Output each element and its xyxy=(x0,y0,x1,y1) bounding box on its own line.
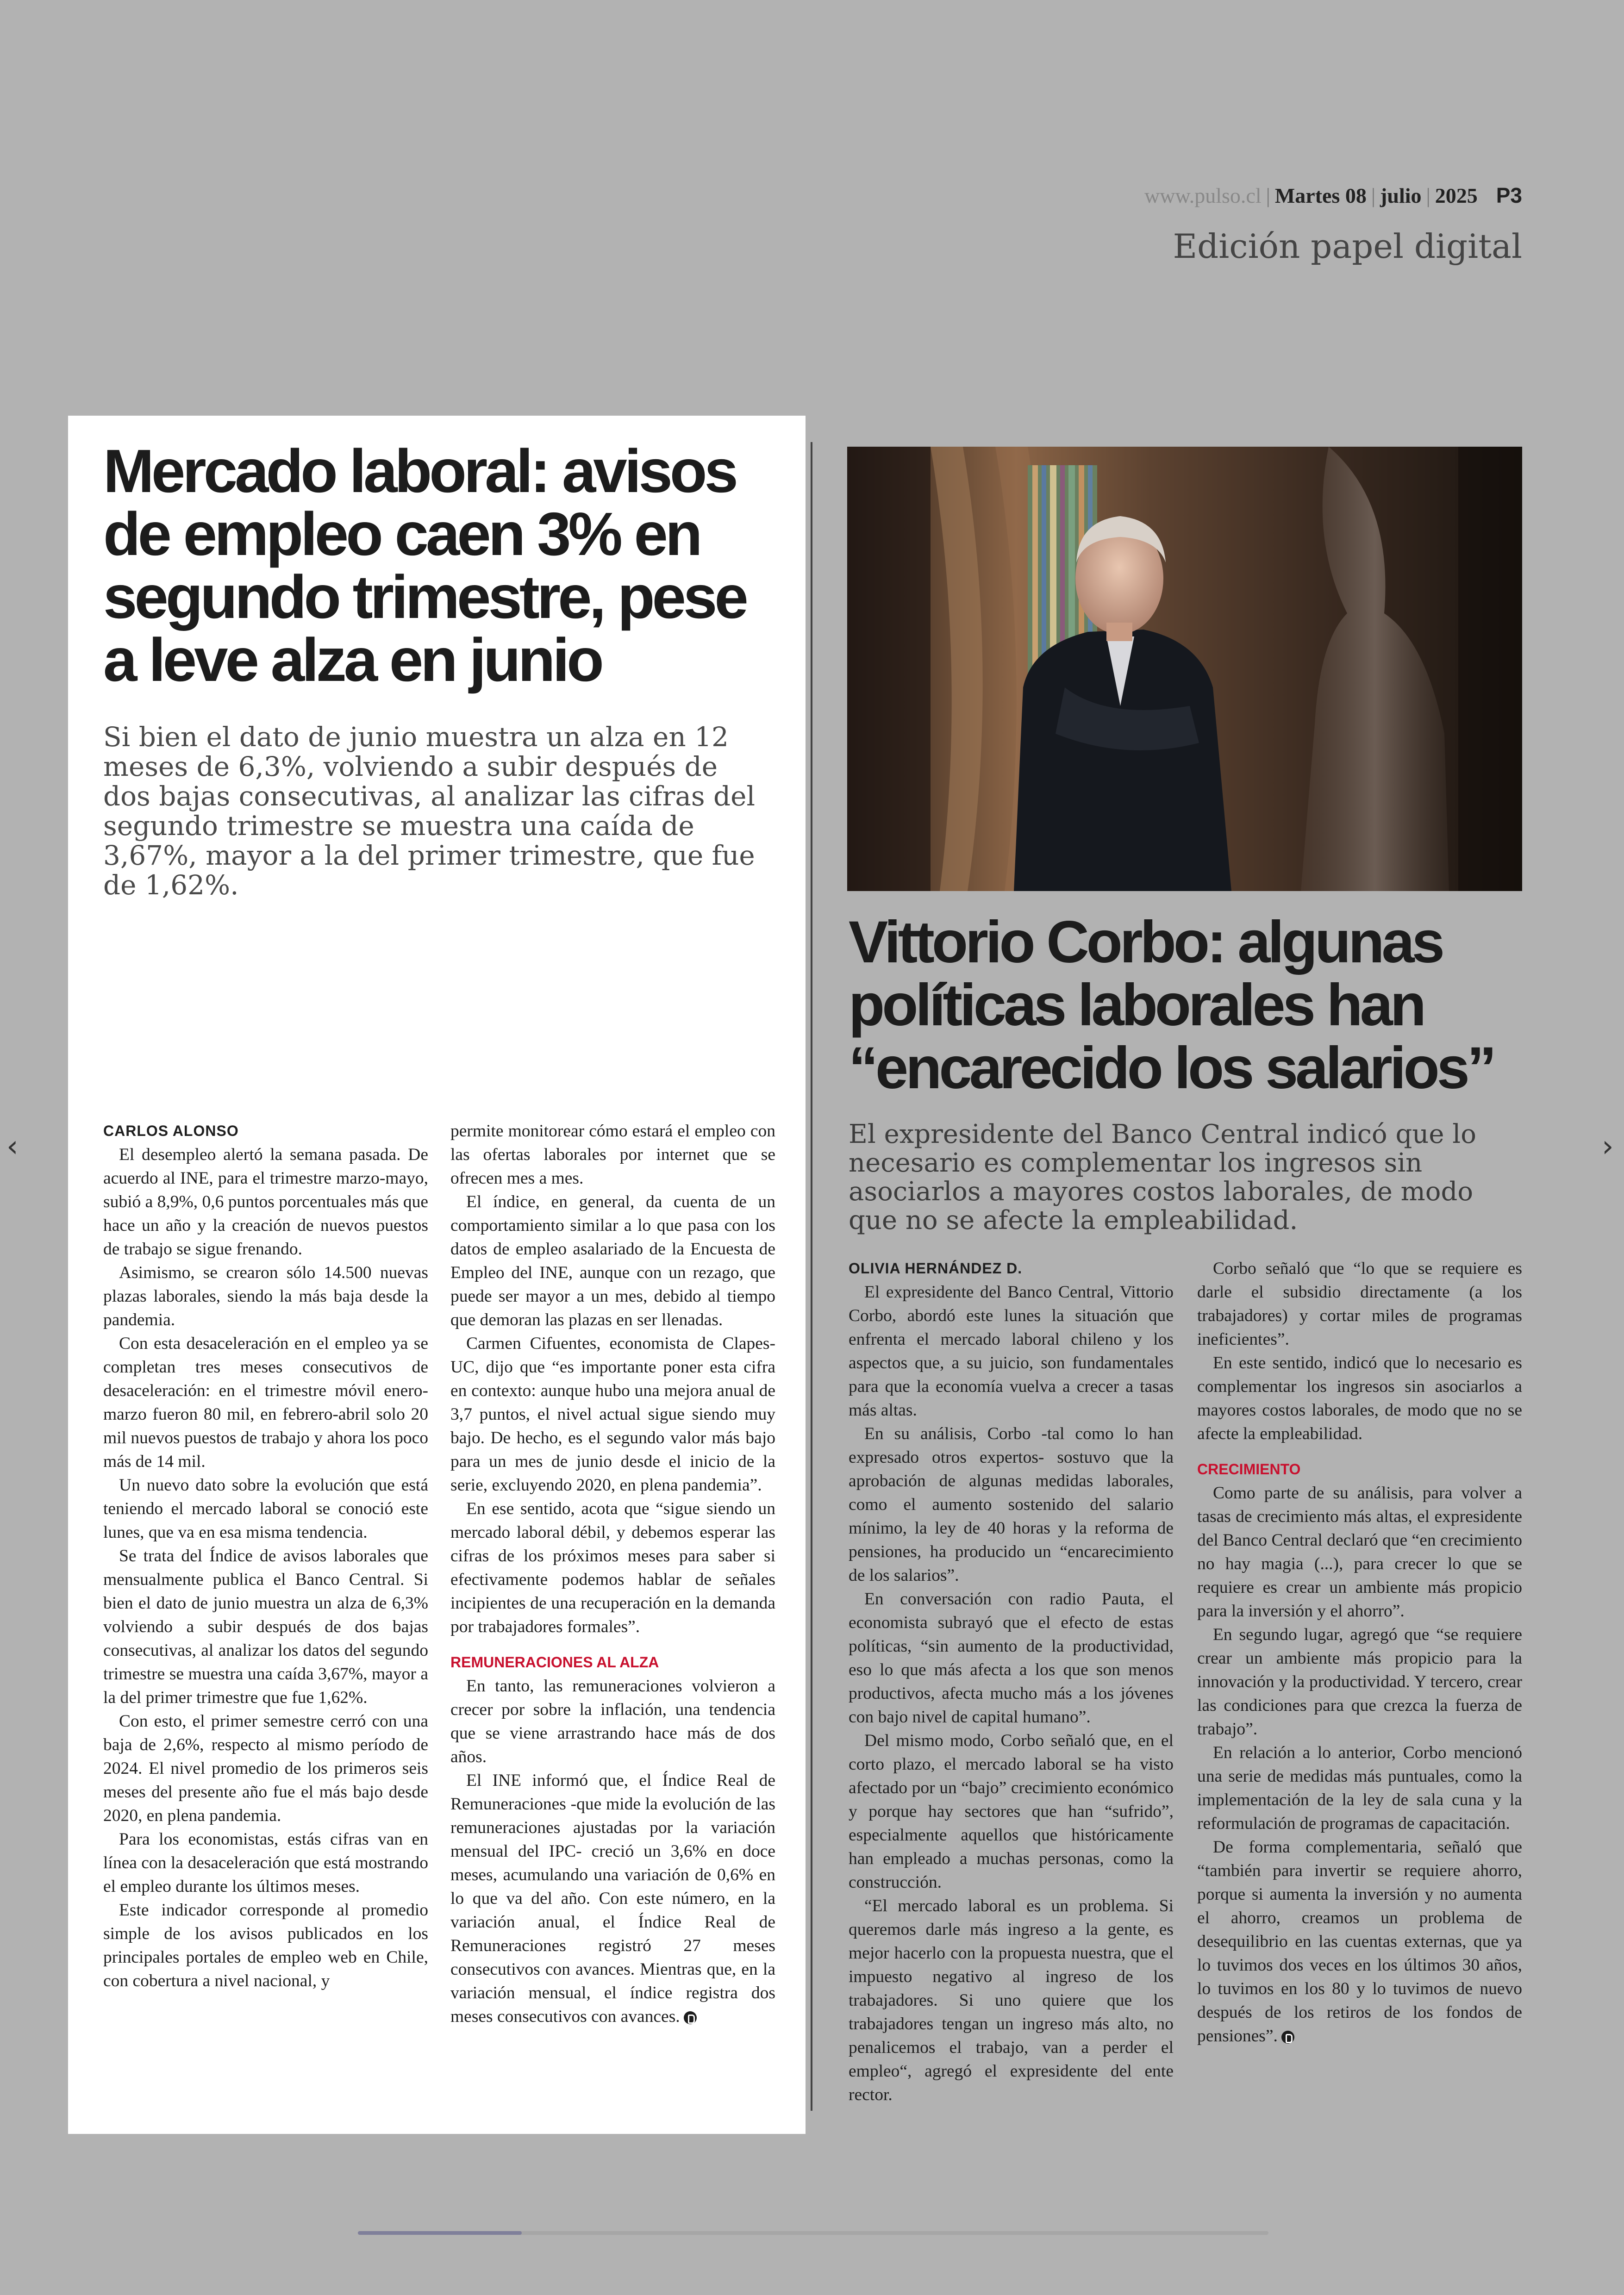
paragraph: En conversación con radio Pauta, el economista subrayó que el efecto de estas políticas, “sin aumento de la productividad, eso lo que más afecta a los que son menos productivos, afecta mucho más a los jóvenes con bajo nivel de capital humano”. xyxy=(849,1590,1174,1727)
left-article-byline: CARLOS ALONSO xyxy=(103,1123,239,1139)
paragraph: Corbo señaló que “lo que se requiere es darle el subsidio directamente (a los trabajadores) y cortar miles de programas ineficientes”. xyxy=(1197,1259,1522,1349)
paragraph: El desempleo alertó la semana pasada. De acuerdo al INE, para el trimestre marzo-mayo, subió a 8,9%, 0,6 puntos porcentuales más que hace un año y la creación de nuevos puestos de trabajo se sigue frenando. xyxy=(103,1145,428,1259)
end-mark-icon xyxy=(1281,2031,1294,2044)
site-url: www.pulso.cl xyxy=(1144,184,1262,207)
paragraph: En este sentido, indicó que lo necesario es complementar los ingresos sin asociarlos a mayores costos laborales, de modo que no se afecte la empleabilidad. xyxy=(1197,1353,1522,1443)
paragraph: En relación a lo anterior, Corbo mencionó una serie de medidas más puntuales, como la implementación de la ley de sala cuna y la reformulación de programas de capacitación. xyxy=(1197,1743,1522,1833)
page-header-meta: www.pulso.cl | Martes 08 | julio | 2025 P3 xyxy=(1144,183,1522,207)
article-photo xyxy=(847,447,1522,891)
right-article-subhead: CRECIMIENTO xyxy=(1197,1461,1301,1478)
paragraph: En su análisis, Corbo -tal como lo han expresado otros expertos- sostuvo que la aprobación de algunas medidas laborales, como el aumento sostenido del salario mínimo, la ley de 40 horas y la reforma de pensiones, ha producido un “encarecimiento de los salarios”. xyxy=(849,1424,1174,1585)
paragraph: El expresidente del Banco Central, Vittorio Corbo, abordó este lunes la situación que enfrenta el mercado laboral chileno y los aspectos que, a su juicio, son fundamentales para que la economía vuelva a crecer a tasas más altas. xyxy=(849,1283,1174,1420)
edition-label: Edición papel digital xyxy=(1173,227,1522,266)
date-day: Martes 08 xyxy=(1274,184,1367,207)
left-article-subhead: REMUNERACIONES AL ALZA xyxy=(450,1654,659,1671)
progress-fill xyxy=(358,2231,522,2235)
left-article-column-1 xyxy=(103,1119,428,1993)
column-divider xyxy=(811,442,812,2111)
paragraph: En tanto, las remuneraciones volvieron a crecer por sobre la inflación, una tendencia que se viene arrastrando hace más de dos años. xyxy=(450,1677,775,1766)
paragraph: Asimismo, se crearon sólo 14.500 nuevas plazas laborales, siendo la más baja desde la pandemia. xyxy=(103,1263,428,1329)
paragraph xyxy=(1197,1835,1522,2048)
chevron-right-icon[interactable]: › xyxy=(1602,1129,1614,1164)
right-article-column-1 xyxy=(849,1257,1174,2107)
paragraph: Carmen Cifuentes, economista de Clapes-UC, dijo que “es importante poner esta cifra en contexto: aunque hubo una mejora anual de 3,7 puntos, el nivel actual sigue siendo muy bajo. De hecho, es el segundo valor más bajo para un mes de junio desde el inicio de la serie, excluyendo 2020, en plena pandemia”. xyxy=(450,1334,775,1495)
chevron-left-icon[interactable]: ‹ xyxy=(6,1129,19,1164)
paragraph: permite monitorear cómo estará el empleo con las ofertas laborales por internet que se ofrecen mes a mes. xyxy=(450,1122,775,1188)
end-mark-icon xyxy=(684,2011,697,2024)
left-article-deck: Si bien el dato de junio muestra un alza en 12 meses de 6,3%, volviendo a subir después de dos bajas consecutivas, al analizar las cifras del segundo trimestre se muestra una caída de 3,67%, mayor a la del primer trimestre, que fue de 1,62%. xyxy=(103,721,756,901)
page-number: P3 xyxy=(1496,183,1522,207)
paragraph-text: De forma complementaria, señaló que “también para invertir se requiere ahorro, porque si aumenta la inversión y no aumenta el ahorro, creamos un problema de desequilibrio en las cuentas externas, que ya lo tuvimos dos veces en los últimos 30 años, lo tuvimos en los 80 y lo tuvimos de nuevo después de los retiros de los fondos de pensiones”. xyxy=(1197,1838,1522,2046)
right-article-deck: El expresidente del Banco Central indicó que lo necesario es complementar los ingresos sin asociarlos a mayores costos laborales, de modo que no se afecte la empleabilidad. xyxy=(849,1119,1476,1235)
paragraph: Como parte de su análisis, para volver a tasas de crecimiento más altas, el expresidente del Banco Central declaró que “en crecimiento no hay magia (...), para crecer lo que se requiere es crear un ambiente más propicio para la inversión y el ahorro”. xyxy=(1197,1484,1522,1621)
paragraph: Con esta desaceleración en el empleo ya se completan tres meses consecutivos de desaceleración: en el trimestre móvil enero-marzo fueron 80 mil, en febrero-abril solo 20 mil nuevos puestos de trabajo y ahora los poco más de 14 mil. xyxy=(103,1334,428,1471)
paragraph: En ese sentido, acota que “sigue siendo un mercado laboral débil, y debemos esperar las cifras de los próximos meses para saber si efectivamente podemos hablar de señales incipientes de una recuperación en la demanda por trabajadores formales”. xyxy=(450,1499,775,1636)
left-article-column-2 xyxy=(450,1119,775,2028)
portrait-photo-icon xyxy=(847,447,1522,891)
right-article-column-2 xyxy=(1197,1257,1522,2048)
paragraph xyxy=(450,1769,775,2028)
paragraph: Para los economistas, estás cifras van en línea con la desaceleración que está mostrando el empleo durante los últimos meses. xyxy=(103,1830,428,1896)
right-article-byline: OLIVIA HERNÁNDEZ D. xyxy=(849,1260,1023,1277)
paragraph: “El mercado laboral es un problema. Si queremos darle más ingreso a la gente, es mejor hacerlo con la propuesta nuestra, que el impuesto negativo al ingreso de los trabajadores. Si uno quiere que los trabajadores tengan un ingreso más alto, no penalicemos el trabajo, van a perder el empleo“, agregó el expresidente del ente rector. xyxy=(849,1896,1174,2104)
right-article-headline: Vittorio Corbo: algunas políticas laborales han “encarecido los salarios” xyxy=(849,909,1494,1101)
paragraph: Con esto, el primer semestre cerró con una baja de 2,6%, respecto al mismo período de 2024. El nivel promedio de los primeros seis meses del presente año fue el más bajo desde 2020, en plena pandemia. xyxy=(103,1712,428,1825)
date-year: 2025 xyxy=(1435,184,1478,207)
paragraph: Un nuevo dato sobre la evolución que está teniendo el mercado laboral se conoció este lunes, que va en esa misma tendencia. xyxy=(103,1476,428,1542)
paragraph: Se trata del Índice de avisos laborales que mensualmente publica el Banco Central. Si bien el dato de junio muestra un alza de 6,3% volviendo a subir después de dos bajas consecutivas, al analizar los datos del segundo trimestre se muestra una caída 3,67%, mayor a la del primer trimestre que fue 1,62%. xyxy=(103,1547,428,1707)
paragraph: El índice, en general, da cuenta de un comportamiento similar a lo que pasa con los datos de empleo asalariado de la Encuesta de Empleo del INE, aunque con un rezago, que puede ser mayor a un mes, debido al tiempo que demoran las plazas en ser llenadas. xyxy=(450,1192,775,1329)
paragraph-text: El INE informó que, el Índice Real de Remuneraciones -que mide la evolución de las remuneraciones ajustadas por la variación mensual del IPC- creció un 3,6% en doce meses, acumulando una variación de 0,6% en lo que va del año. Con este número, en la variación anual, el Índice Real de Remuneraciones registró 27 meses consecutivos con avances. Mientras que, en la variación mensual, el índice registra dos meses consecutivos con avances. xyxy=(450,1771,775,2026)
paragraph: En segundo lugar, agregó que “se requiere crear un ambiente más propicio para la innovación y la productividad. Y tercero, crear las condiciones para que crezca la fuerza de trabajo”. xyxy=(1197,1625,1522,1739)
paragraph: Del mismo modo, Corbo señaló que, en el corto plazo, el mercado laboral se ha visto afectado por un “bajo” crecimiento económico y porque hay sectores que han “sufrido”, especialmente aquellos que históricamente han empleado a muchas personas, como la construcción. xyxy=(849,1731,1174,1892)
date-month: julio xyxy=(1380,184,1422,207)
left-article-headline: Mercado laboral: avisos de empleo caen 3% en segundo trimestre, pese a leve alza en junio xyxy=(103,437,746,694)
paragraph: Este indicador corresponde al promedio simple de los avisos publicados en los principales portales de empleo web en Chile, con cobertura a nivel nacional, y xyxy=(103,1901,428,1990)
